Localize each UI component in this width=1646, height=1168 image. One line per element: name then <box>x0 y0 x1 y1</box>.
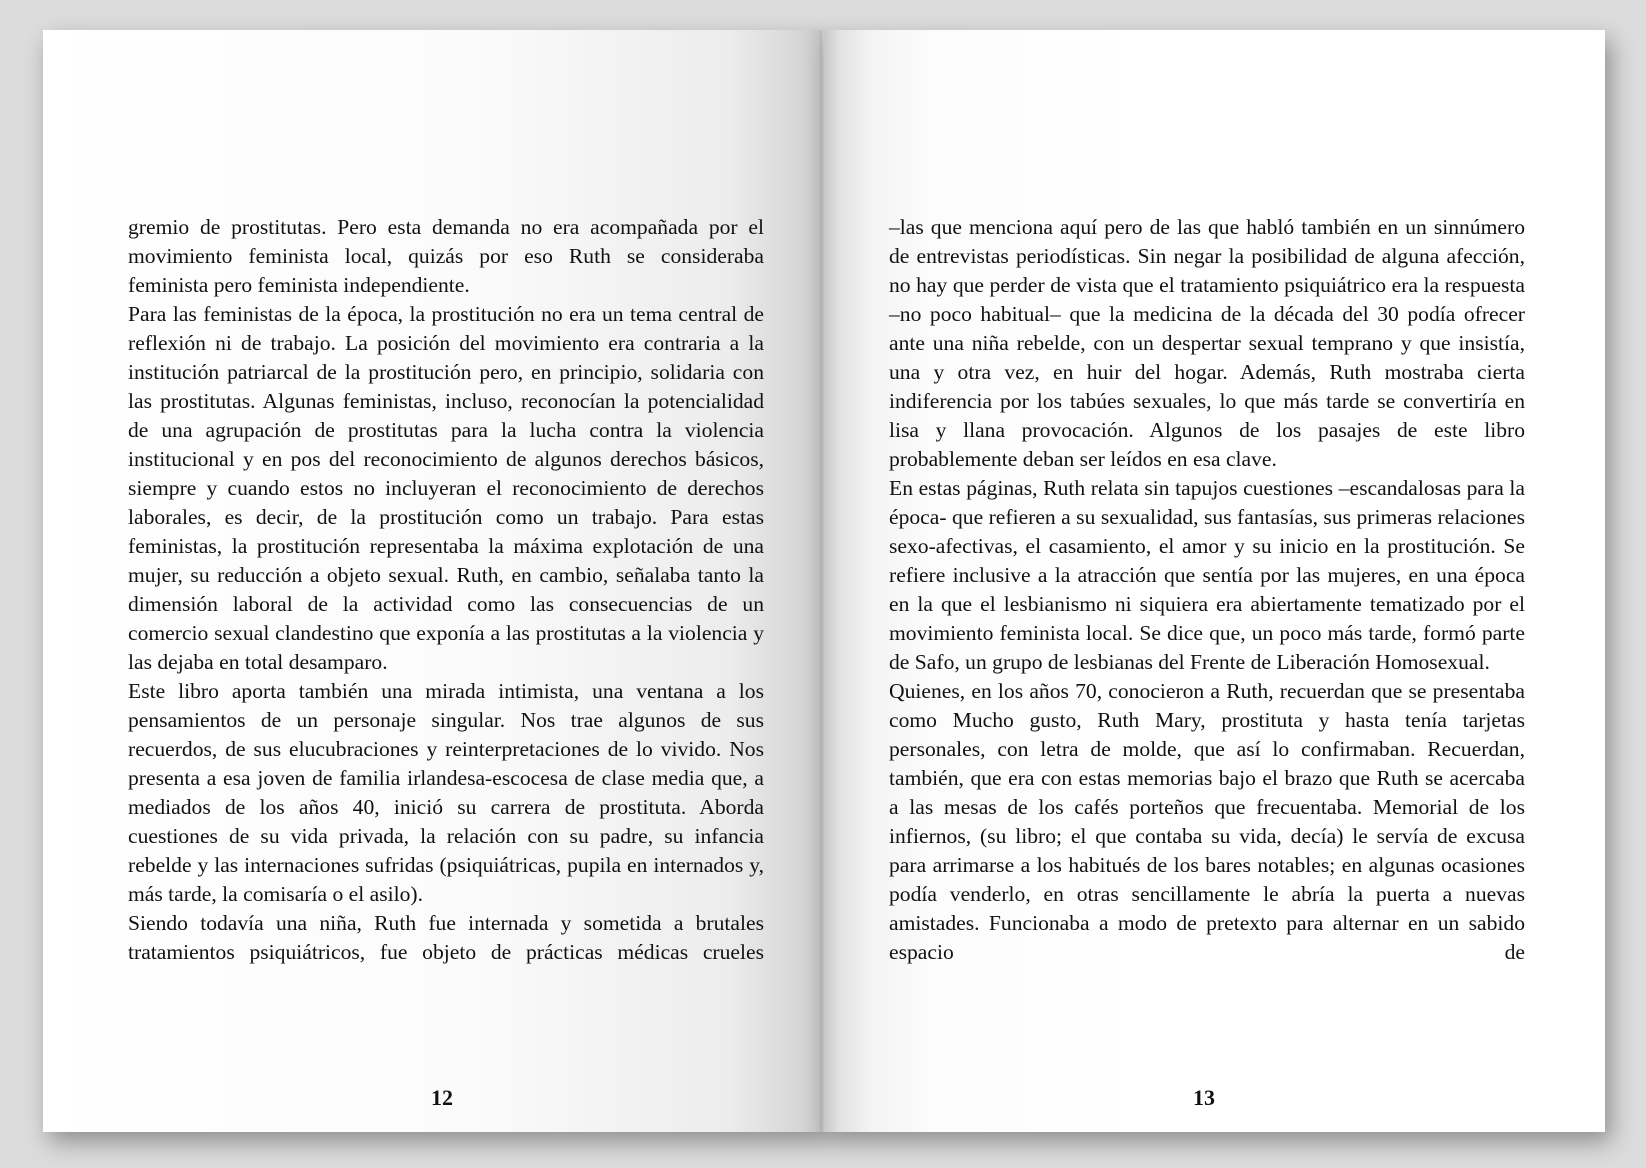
left-page <box>43 30 824 1132</box>
paragraph: Quienes, en los años 70, conocieron a Ruth, recuerdan que se presentaba como Mucho gusto, Ruth Mary, prostituta y hasta tenía tarjetas personales, con letra de molde, que así lo confirmaban. Recuerdan, también, que era con estas memorias bajo el brazo que Ruth se acercaba a las mesas de los cafés porteños que frecuentaba. Memorial de los infiernos, (su libro; el que contaba su vida, decía) le servía de excusa para arrimarse a los habitués de los bares notables; en algunas ocasiones podía venderlo, en otras sencillamente le abría la puerta a nuevas amistades. Funcionaba a modo de pretexto para alternar en un sabido espacio de <box>889 679 1525 964</box>
paragraph: Para las feministas de la época, la prostitución no era un tema central de reflexión ni de trabajo. La posición del movimiento era contraria a la institución patriarcal de la prostitución pero, en principio, solidaria con las prostitutas. Algunas feministas, incluso, reconocían la potencialidad de una agrupación de prostitutas para la lucha contra la violencia institucional y en pos del reconocimiento de algunos derechos básicos, siempre y cuando estos no incluyeran el reconocimiento de derechos laborales, es decir, de la prostitución como un trabajo. Para estas feministas, la prostitución representaba la máxima explotación de una mujer, su reducción a objeto sexual. Ruth, en cambio, señalaba tanto la dimensión laboral de la actividad como las consecuencias de un comercio sexual clandestino que exponía a las prostitutas a la violencia y las dejaba en total desamparo. <box>128 302 764 674</box>
left-page-text <box>128 213 764 967</box>
paragraph: Este libro aporta también una mirada intimista, una ventana a los pensamientos de un personaje singular. Nos trae algunos de sus recuerdos, de sus elucubraciones y reinterpretaciones de lo vivido. Nos presenta a esa joven de familia irlandesa-escocesa de clase media que, a mediados de los años 40, inició su carrera de prostituta. Aborda cuestiones de su vida privada, la relación con su padre, su infancia rebelde y las internaciones sufridas (psiquiátricas, pupila en internados y, más tarde, la comisaría o el asilo). <box>128 679 764 906</box>
paragraph: gremio de prostitutas. Pero esta demanda no era acompañada por el movimiento feminista local, quizás por eso Ruth se consideraba feminista pero feminista independiente. <box>128 215 764 297</box>
right-page <box>824 30 1605 1132</box>
page-number: 13 <box>1193 1085 1215 1110</box>
paragraph: En estas páginas, Ruth relata sin tapujos cuestiones –escandalosas para la época- que refieren a su sexualidad, sus fantasías, sus primeras relaciones sexo-afectivas, el casamiento, el amor y su inicio en la prostitución. Se refiere inclusive a la atracción que sentía por las mujeres, en una época en la que el lesbianismo ni siquiera era abiertamente tematizado por el movimiento feminista local. Se dice que, un poco más tarde, formó parte de Safo, un grupo de lesbianas del Frente de Liberación Homosexual. <box>889 476 1525 674</box>
right-page-text <box>889 213 1525 967</box>
paragraph: –las que menciona aquí pero de las que habló también en un sinnúmero de entrevistas periodísticas. Sin negar la posibilidad de alguna afección, no hay que perder de vista que el tratamiento psiquiátrico era la respuesta –no poco habitual– que la medicina de la década del 30 podía ofrecer ante una niña rebelde, con un despertar sexual temprano y que insistía, una y otra vez, en huir del hogar. Además, Ruth mostraba cierta indiferencia por los tabúes sexuales, lo que más tarde se convertiría en lisa y llana provocación. Algunos de los pasajes de este libro probablemente deban ser leídos en esa clave. <box>889 215 1525 471</box>
paragraph: Siendo todavía una niña, Ruth fue internada y sometida a brutales tratamientos psiquiátricos, fue objeto de prácticas médicas crueles <box>128 911 764 964</box>
page-number: 12 <box>431 1085 453 1110</box>
